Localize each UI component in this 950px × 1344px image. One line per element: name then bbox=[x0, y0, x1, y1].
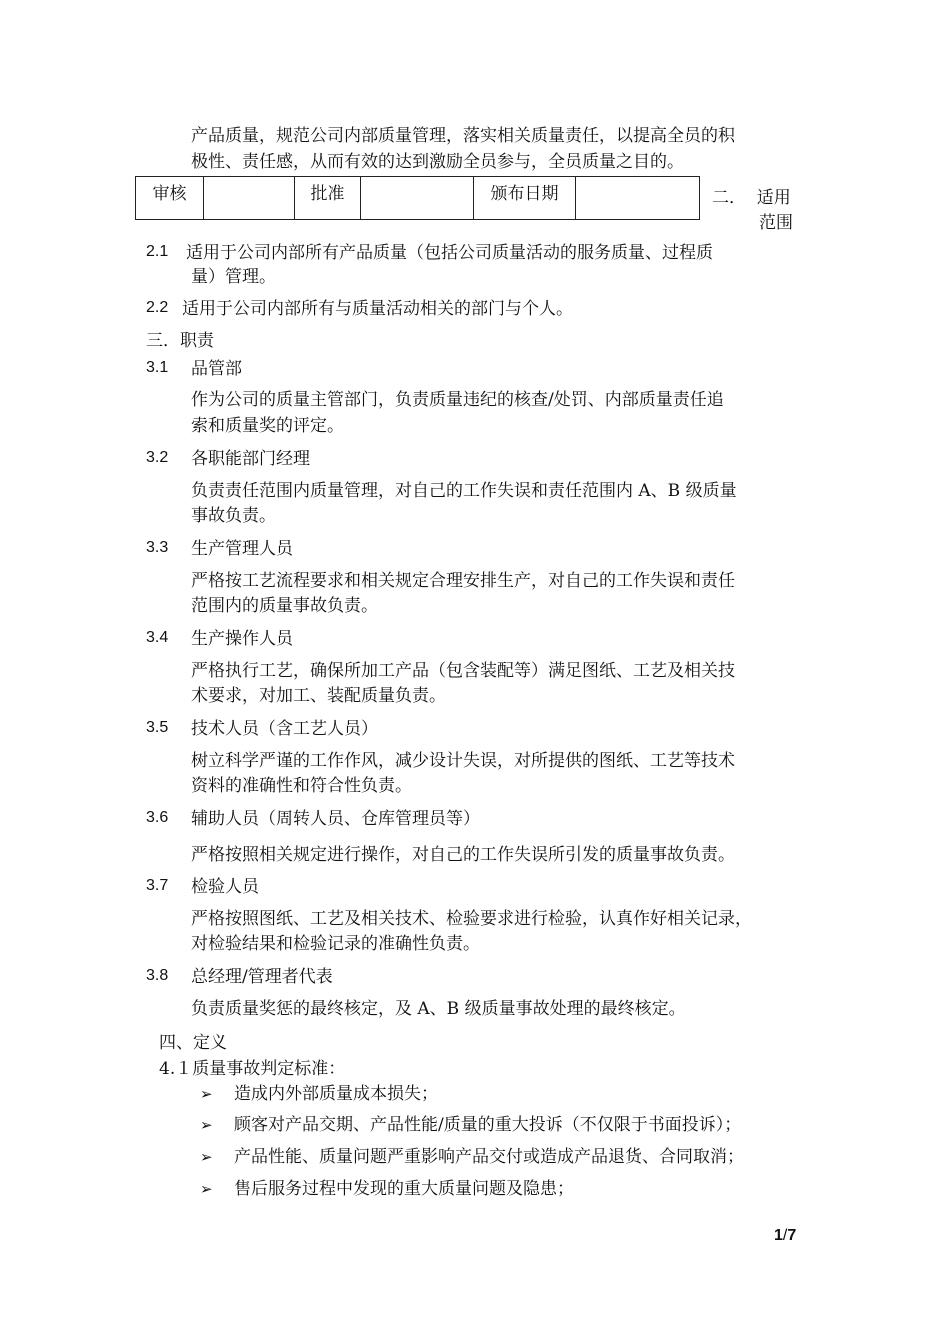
duties-heading: 三．职责 bbox=[146, 331, 214, 351]
scope-item-number: 2.2 bbox=[146, 299, 169, 316]
duty-line: 索和质量奖的评定。 bbox=[191, 416, 344, 436]
page-total: 7 bbox=[787, 1227, 797, 1244]
definition-bullet: 顾客对产品交期、产品性能/质量的重大投诉（不仅限于书面投诉）； bbox=[234, 1115, 742, 1135]
duty-line: 对检验结果和检验记录的准确性负责。 bbox=[191, 934, 480, 954]
scope-item-line: 量）管理。 bbox=[191, 267, 276, 287]
duty-title: 技术人员（含工艺人员） bbox=[191, 719, 378, 739]
definition-bullet: 售后服务过程中发现的重大质量问题及隐患； bbox=[234, 1179, 574, 1199]
duty-line: 负责质量奖惩的最终核定，及 A、B 级质量事故处理的最终核定。 bbox=[191, 999, 686, 1019]
page-number bbox=[774, 1227, 796, 1245]
duty-title: 生产操作人员 bbox=[191, 629, 293, 649]
approve-label: 批准 bbox=[295, 177, 361, 220]
scope-heading-line-2: 范围 bbox=[759, 213, 793, 233]
duty-line: 严格按照相关规定进行操作，对自己的工作失误所引发的质量事故负责。 bbox=[191, 845, 735, 865]
duty-line: 范围内的质量事故负责。 bbox=[191, 596, 378, 616]
bullet-arrow-icon: ➢ bbox=[200, 1180, 213, 1198]
review-value-cell bbox=[204, 177, 295, 220]
duty-title: 生产管理人员 bbox=[191, 539, 293, 559]
approval-table bbox=[135, 176, 700, 220]
page-current: 1 bbox=[774, 1227, 783, 1244]
duty-number: 3.5 bbox=[146, 719, 169, 736]
definition-bullet: 造成内外部质量成本损失； bbox=[234, 1084, 438, 1104]
duty-line: 树立科学严谨的工作作风，减少设计失误，对所提供的图纸、工艺等技术 bbox=[191, 751, 735, 771]
duty-number: 3.1 bbox=[146, 359, 169, 376]
duty-number: 3.6 bbox=[146, 809, 169, 826]
duty-line: 严格按工艺流程要求和相关规定合理安排生产，对自己的工作失误和责任 bbox=[191, 571, 735, 591]
duty-line: 负责责任范围内质量管理，对自己的工作失误和责任范围内 A、B 级质量 bbox=[191, 481, 737, 501]
definitions-sub-heading: 4.１质量事故判定标准： bbox=[159, 1059, 346, 1079]
definitions-heading: 四、定义 bbox=[159, 1033, 227, 1053]
duty-line: 严格执行工艺，确保所加工产品（包含装配等）满足图纸、工艺及相关技 bbox=[191, 661, 735, 681]
review-label: 审核 bbox=[136, 177, 204, 220]
date-value-cell bbox=[576, 177, 700, 220]
intro-line-1: 产品质量，规范公司内部质量管理，落实相关质量责任，以提高全员的积 bbox=[191, 126, 735, 146]
scope-heading-line-1: 二． 适用 bbox=[712, 188, 791, 208]
duty-number: 3.7 bbox=[146, 877, 169, 894]
duty-line: 作为公司的质量主管部门，负责质量违纪的核查/处罚、内部质量责任追 bbox=[191, 390, 724, 410]
definition-bullet: 产品性能、质量问题严重影响产品交付或造成产品退货、合同取消； bbox=[234, 1147, 744, 1167]
duty-number: 3.8 bbox=[146, 967, 169, 984]
scope-item-line: 适用于公司内部所有与质量活动相关的部门与个人。 bbox=[182, 299, 573, 319]
intro-line-2: 极性、责任感，从而有效的达到激励全员参与，全员质量之目的。 bbox=[191, 152, 684, 172]
duty-line: 资料的准确性和符合性负责。 bbox=[191, 776, 412, 796]
approve-value-cell bbox=[361, 177, 474, 220]
duty-title: 品管部 bbox=[191, 359, 242, 379]
scope-item-number: 2.1 bbox=[146, 243, 169, 260]
duty-title: 总经理/管理者代表 bbox=[191, 967, 333, 987]
duty-number: 3.3 bbox=[146, 539, 169, 556]
scope-item-line: 适用于公司内部所有产品质量（包括公司质量活动的服务质量、过程质 bbox=[186, 243, 713, 263]
duty-title: 检验人员 bbox=[191, 877, 259, 897]
duty-number: 3.2 bbox=[146, 449, 169, 466]
duty-line: 事故负责。 bbox=[191, 506, 276, 526]
date-label: 颁布日期 bbox=[474, 177, 576, 220]
duty-line: 术要求，对加工、装配质量负责。 bbox=[191, 686, 446, 706]
duty-line: 严格按照图纸、工艺及相关技术、检验要求进行检验，认真作好相关记录， bbox=[191, 909, 752, 929]
bullet-arrow-icon: ➢ bbox=[200, 1085, 213, 1103]
duty-title: 辅助人员（周转人员、仓库管理员等） bbox=[191, 809, 480, 829]
bullet-arrow-icon: ➢ bbox=[200, 1116, 213, 1134]
duty-number: 3.4 bbox=[146, 629, 169, 646]
duty-title: 各职能部门经理 bbox=[191, 449, 310, 469]
page-separator: / bbox=[782, 1227, 788, 1244]
bullet-arrow-icon: ➢ bbox=[200, 1148, 213, 1166]
